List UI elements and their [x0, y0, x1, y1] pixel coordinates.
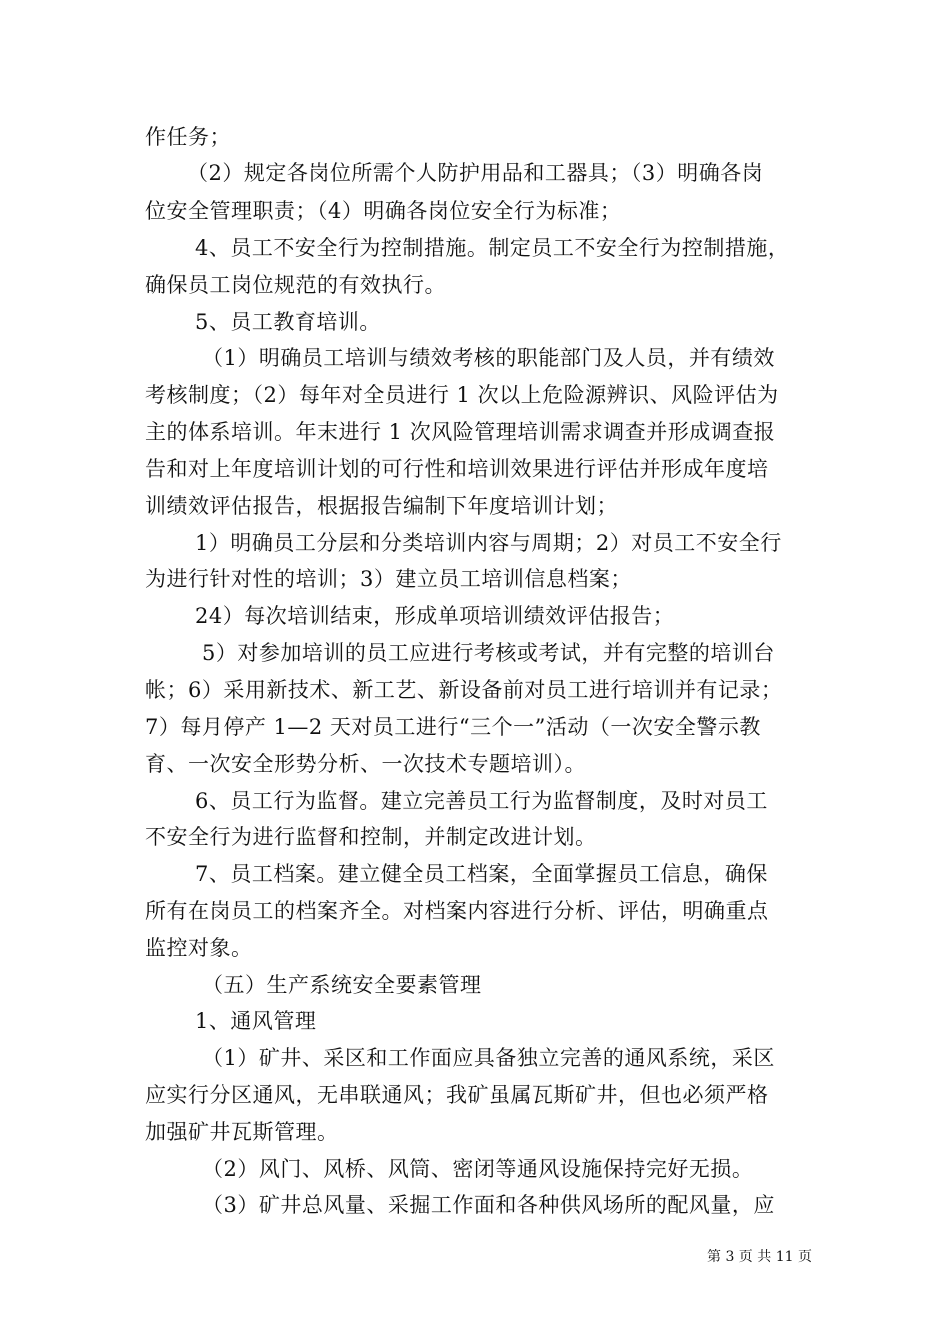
text-line: 1）明确员工分层和分类培训内容与周期；2）对员工不安全行: [195, 531, 782, 555]
text-line: 24）每次培训结束，形成单项培训绩效评估报告；: [195, 604, 675, 628]
text-line: 4、员工不安全行为控制措施。制定员工不安全行为控制措施，: [195, 236, 790, 260]
page-number: 第 3 页 共 11 页: [707, 1249, 812, 1265]
text-line: （3）矿井总风量、采掘工作面和各种供风场所的配风量，应: [202, 1193, 775, 1217]
text-line: 7）每月停产 1—2 天对员工进行“三个一”活动（一次安全警示教: [145, 715, 761, 739]
text-line: 监控对象。: [145, 936, 253, 960]
text-line: 加强矿井瓦斯管理。: [145, 1120, 339, 1144]
text-line: 帐；6）采用新技术、新工艺、新设备前对员工进行培训并有记录；: [145, 678, 783, 702]
text-line: 确保员工岗位规范的有效执行。: [145, 273, 446, 297]
text-line: （2）规定各岗位所需个人防护用品和工器具；（3）明确各岗: [187, 161, 764, 185]
text-line: 7、员工档案。建立健全员工档案，全面掌握员工信息，确保: [195, 862, 768, 886]
text-line: 应实行分区通风，无串联通风；我矿虽属瓦斯矿井，但也必须严格: [145, 1083, 769, 1107]
text-line: 所有在岗员工的档案齐全。对档案内容进行分析、评估，明确重点: [145, 899, 769, 923]
text-line: 不安全行为进行监督和控制，并制定改进计划。: [145, 825, 597, 849]
text-line: （1）矿井、采区和工作面应具备独立完善的通风系统，采区: [202, 1046, 775, 1070]
text-line: 6、员工行为监督。建立完善员工行为监督制度，及时对员工: [195, 789, 768, 813]
text-line: （1）明确员工培训与绩效考核的职能部门及人员，并有绩效: [202, 346, 775, 370]
text-line: 为进行针对性的培训；3）建立员工培训信息档案；: [145, 567, 632, 591]
section-heading: （五）生产系统安全要素管理: [202, 973, 482, 997]
text-line: 作任务；: [145, 125, 231, 149]
text-line: 告和对上年度培训计划的可行性和培训效果进行评估并形成年度培: [145, 457, 769, 481]
text-line: 育、一次安全形势分析、一次技术专题培训）。: [145, 752, 586, 776]
text-line: 位安全管理职责；（4）明确各岗位安全行为标准；: [145, 199, 622, 223]
text-line: （2）风门、风桥、风筒、密闭等通风设施保持完好无损。: [202, 1157, 754, 1181]
text-line: 主的体系培训。年末进行 1 次风险管理培训需求调查并形成调查报: [145, 420, 776, 444]
text-line: 训绩效评估报告，根据报告编制下年度培训计划；: [145, 494, 618, 518]
text-line: 5、员工教育培训。: [195, 310, 381, 334]
subsection-heading: 1、通风管理: [195, 1009, 317, 1033]
text-line: 5）对参加培训的员工应进行考核或考试，并有完整的培训台: [202, 641, 775, 665]
text-line: 考核制度；（2）每年对全员进行 1 次以上危险源辨识、风险评估为: [145, 383, 779, 407]
